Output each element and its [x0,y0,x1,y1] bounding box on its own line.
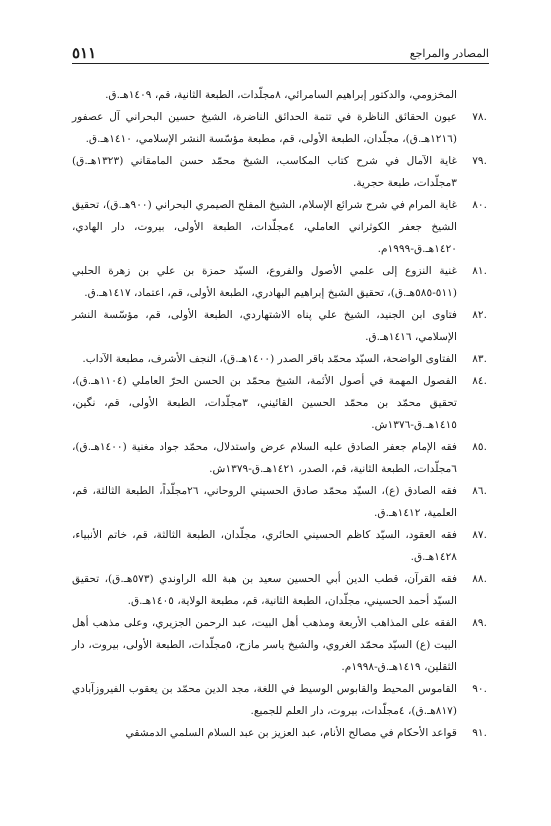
entry-text: فقه القرآن، قطب الدين أبي الحسين سعيد بن هبة الله الراوندي (٥٧٣هـ.ق)، تحقيق السيّد أحمد الحسيني، مجلّدان، الطبعة الثانية، قم، مطبعة الولاية، ١٤٠٥هـ.ق. [72,573,458,607]
entry-text: فتاوى ابن الجنيد، الشيخ علي پناه الاشتهاردي، الطبعة الأولى، قم، مؤسّسة النشر الإسلامي، ١٤١٦هـ.ق. [72,309,457,343]
bibliography-entry [72,612,489,678]
bibliography-entry [72,370,489,436]
bibliography-entry [72,722,489,744]
entry-text: غاية الآمال في شرح كتاب المكاسب، الشيخ محمّد حسن المامقاني (١٣٢٣هـ.ق) ٣مجلّدات، طبعة حجرية. [72,155,457,189]
bibliography-entry [72,150,489,194]
entry-number: .٨١ [472,265,487,277]
bibliography-list [72,84,489,824]
entry-number: .٨٤ [472,375,487,387]
entry-text: الفقه على المذاهب الأربعة ومذهب أهل البيت، عبد الرحمن الجزيري، وعلى مذهب أهل البيت (ع) السيّد محمّد الغروي، والشيخ ياسر مازح، ٥مجلّدات، الطبعة الأولى، بيروت، دار الثقلين، ١٤١٩هـ.ق-١٩٩٨م. [72,617,457,673]
bibliography-entry [72,106,489,150]
entry-number: .٩١ [472,727,487,739]
header-rule [72,63,489,64]
bibliography-entry [72,348,489,370]
entry-number: .٨٨ [472,573,487,585]
entry-text: فقه العقود، السيّد كاظم الحسيني الحائري، مجلّدان، الطبعة الثالثة، قم، خاتم الأنبياء، ١٤٢٨هـ.ق. [72,529,457,563]
entry-text: المخزومي، والدكتور إبراهيم السامرائي، ٨مجلّدات، الطبعة الثانية، قم، ١٤٠٩هـ.ق. [105,89,457,101]
entry-text: فقه الإمام جعفر الصادق عليه السلام عرض واستدلال، محمّد جواد مغنية (١٤٠٠هـ.ق)، ٦مجلّدات، الطبعة الثانية، قم، الصدر، ١٤٢١هـ.ق-١٣٧٩ش. [72,441,457,475]
bibliography-entry [72,436,489,480]
page-header [72,44,489,66]
bibliography-entry [72,84,489,106]
bibliography-entry [72,524,489,568]
bibliography-entry [72,194,489,260]
entry-number: .٨٥ [472,441,487,453]
bibliography-entry [72,568,489,612]
entry-number: .٧٨ [472,111,487,123]
entry-text: الفصول المهمة في أصول الأئمة، الشيخ محمّد بن الحسن الحرّ العاملي (١١٠٤هـ.ق)، تحقيق محمّد بن محمّد الحسين القائيني، ٣مجلّدات، الطبعة الأولى، قم، نگين، ١٤١٥هـ.ق-١٣٧٦ش. [72,375,457,431]
entry-number: .٩٠ [472,683,487,695]
entry-text: عيون الحقائق الناظرة في تتمة الحدائق الناضرة، الشيخ حسين البحراني آل عصفور (١٢١٦هـ.ق)، مجلّدان، الطبعة الأولى، قم، مطبعة مؤسّسة النشر الإسلامي، ١٤١٠هـ.ق. [72,111,457,145]
bibliography-entry [72,678,489,722]
entry-number: .٨٧ [472,529,487,541]
entry-number: .٨٢ [472,309,487,321]
entry-text: فقه الصادق (ع)، السيّد محمّد صادق الحسيني الروحاني، ٢٦مجلّداً، الطبعة الثالثة، قم، العلمية، ١٤١٢هـ.ق. [72,485,457,519]
bibliography-entry [72,304,489,348]
entry-text: القاموس المحيط والقابوس الوسيط في اللغة، مجد الدين محمّد بن يعقوب الفيروزآبادي (٨١٧هـ.ق)، ٤مجلّدات، بيروت، دار العلم للجميع. [72,683,457,717]
entry-number: .٨٩ [472,617,487,629]
bibliography-entry [72,260,489,304]
entry-number: .٨٣ [472,353,487,365]
entry-text: غاية المرام في شرح شرائع الإسلام، الشيخ المفلح الصيمري البحراني (٩٠٠هـ.ق)، تحقيق الشيخ جعفر الكوثراني العاملي، ٤مجلّدات، الطبعة الأولى، بيروت، دار الهادي، ١٤٢٠هـ.ق-١٩٩٩م. [72,199,458,255]
page-number: ٥١١ [72,44,97,62]
entry-text: قواعد الأحكام في مصالح الأنام، عبد العزيز بن عبد السلام السلمي الدمشقي [125,727,457,739]
running-title: المصادر والمراجع [409,47,489,60]
entry-number: .٨٠ [472,199,487,211]
bibliography-entry [72,480,489,524]
entry-number: .٨٦ [472,485,487,497]
entry-number: .٧٩ [472,155,487,167]
entry-text: غنية النزوع إلى علمي الأصول والفروع، السيّد حمزة بن علي بن زهرة الحلبي (٥١١-٥٨٥هـ.ق)، تحقيق الشيخ إبراهيم البهادري، الطبعة الأولى، قم، اعتماد، ١٤١٧هـ.ق. [72,265,457,299]
entry-text: الفتاوى الواضحة، السيّد محمّد باقر الصدر (١٤٠٠هـ.ق)، النجف الأشرف، مطبعة الآداب. [82,353,457,365]
